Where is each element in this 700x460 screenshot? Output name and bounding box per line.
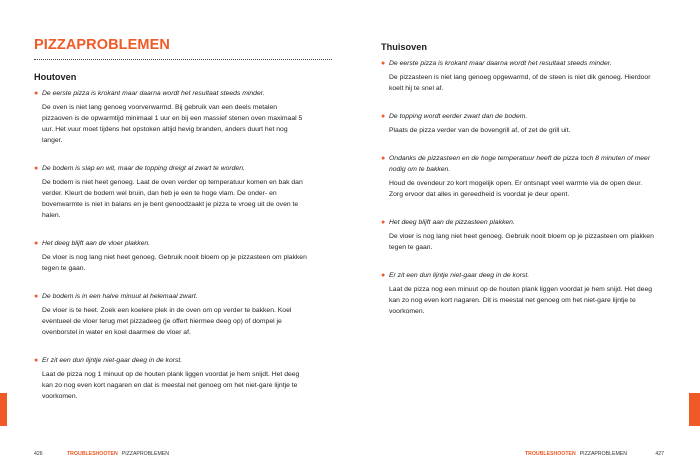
chapter-tab-marker bbox=[689, 393, 700, 426]
bullet-icon: ● bbox=[34, 165, 39, 172]
problem-item bbox=[34, 238, 309, 274]
section-title-thuisoven: Thuisoven bbox=[381, 42, 427, 52]
problem-answer: De oven is niet lang genoeg voorverwarmd. Bij gebruik van een deels metalen pizzaoven is de opwarmtijd minimaal 1 uur en bij een massief stenen oven maximaal 5 uur. Het vuur moet tijdens het opstoken altijd hevig branden, anders duurt het nog langer. bbox=[42, 104, 303, 144]
bullet-icon: ● bbox=[34, 293, 39, 300]
running-footer bbox=[67, 450, 169, 458]
problem-question: Er zit een dun lijntje niet-gaar deeg in de korst. bbox=[42, 357, 183, 364]
problem-item bbox=[381, 58, 656, 94]
problem-answer: De vloer is te heet. Zoek een koelere plek in de oven om op verder te bakken. Koel eventueel de vloer terug met pizzadeeg (je offert hiermee deeg op) of dompel je ovenborstel in water en koel daarmee de vloer af. bbox=[42, 307, 292, 336]
running-brand: TROUBLESHOOTEN bbox=[524, 451, 576, 457]
thuisoven-problem-list bbox=[381, 58, 656, 334]
problem-question: De eerste pizza is krokant maar daarna wordt het resultaat steeds minder. bbox=[389, 60, 612, 67]
problem-question: De bodem is slap en wit, maar de topping dreigt al zwart te worden. bbox=[42, 165, 245, 172]
problem-question: Ondanks de pizzasteen en de hoge temperatuur heeft de pizza toch 8 minuten of meer nodig om te bakken. bbox=[389, 155, 651, 173]
houtoven-problem-list bbox=[34, 88, 309, 419]
section-title-houtoven: Houtoven bbox=[34, 72, 77, 82]
problem-answer: De vloer is nog lang niet heet genoeg. Gebruik nooit bloem op je pizzasteen om plakken tegen te gaan. bbox=[42, 254, 307, 272]
problem-answer: De bodem is niet heet genoeg. Laat de oven verder op temperatuur komen en bak dan verder. Kleurt de bodem wel bruin, dan heb je een te hoge vlam. De onder- en bovenwarmte is niet in balans en je bent genoodzaakt je pizza te vroeg uit de oven te halen. bbox=[42, 179, 303, 219]
problem-answer: Houd de ovendeur zo kort mogelijk open. Er ontsnapt veel warmte via de open deur. Zorg ervoor dat alles in gereedheid is voordat je deur opent. bbox=[389, 180, 643, 198]
problem-item bbox=[381, 111, 656, 136]
dotted-divider bbox=[34, 59, 332, 60]
problem-question: De bodem is in een halve minuut al helemaal zwart. bbox=[42, 293, 198, 300]
bullet-icon: ● bbox=[34, 357, 39, 364]
running-footer bbox=[525, 450, 627, 458]
bullet-icon: ● bbox=[381, 219, 386, 226]
problem-item bbox=[34, 88, 309, 146]
problem-answer: Plaats de pizza verder van de bovengrill af, of zet de grill uit. bbox=[389, 127, 571, 134]
problem-answer: Laat de pizza nog een minuut op de houten plank liggen voordat je hem snijd. Het deeg kan zo nog even kort nagaren. Dit is meestal net genoeg om het niet-gare lijntje te voorkomen. bbox=[389, 286, 652, 315]
running-title: PIZZAPROBLEMEN bbox=[121, 451, 170, 457]
problem-question: De topping wordt eerder zwart dan de bodem. bbox=[389, 113, 528, 120]
page-number: 426 bbox=[34, 451, 43, 457]
bullet-icon: ● bbox=[381, 155, 386, 162]
problem-question: Er zit een dun lijntje niet-gaar deeg in de korst. bbox=[389, 272, 530, 279]
problem-item bbox=[381, 217, 656, 253]
problem-answer: Laat de pizza nog 1 minuut op de houten plank liggen voordat je hem snijdt. Het deeg kan zo nog even kort nagaren en dat is meestal net genoeg om het niet-gare lijntje te voorkomen. bbox=[42, 371, 300, 400]
problem-item bbox=[34, 291, 309, 338]
problem-item bbox=[34, 163, 309, 221]
problem-question: Het deeg blijft aan de pizzasteen plakken. bbox=[389, 219, 515, 226]
bullet-icon: ● bbox=[34, 240, 39, 247]
bullet-icon: ● bbox=[381, 60, 386, 67]
problem-question: Het deeg blijft aan de vloer plakken. bbox=[42, 240, 151, 247]
chapter-title: PIZZAPROBLEMEN bbox=[34, 37, 170, 53]
problem-item bbox=[34, 355, 309, 402]
running-brand: TROUBLESHOOTEN bbox=[67, 451, 118, 457]
bullet-icon: ● bbox=[381, 272, 386, 279]
bullet-icon: ● bbox=[381, 113, 386, 120]
running-title: PIZZAPROBLEMEN bbox=[579, 451, 627, 457]
right-page bbox=[350, 0, 700, 460]
problem-question: De eerste pizza is krokant maar daarna wordt het resultaat steeds minder. bbox=[42, 90, 265, 97]
problem-answer: De vloer is nog lang niet heet genoeg. Gebruik nooit bloem op je pizzasteen om plakken tegen te gaan. bbox=[389, 233, 654, 251]
problem-answer: De pizzasteen is niet lang genoeg opgewarmd, of de steen is niet dik genoeg. Hierdoor koelt hij te snel af. bbox=[389, 74, 651, 92]
problem-item bbox=[381, 153, 656, 200]
problem-item bbox=[381, 270, 656, 317]
chapter-tab-marker bbox=[0, 393, 7, 426]
bullet-icon: ● bbox=[34, 90, 39, 97]
page-number: 427 bbox=[655, 451, 664, 457]
